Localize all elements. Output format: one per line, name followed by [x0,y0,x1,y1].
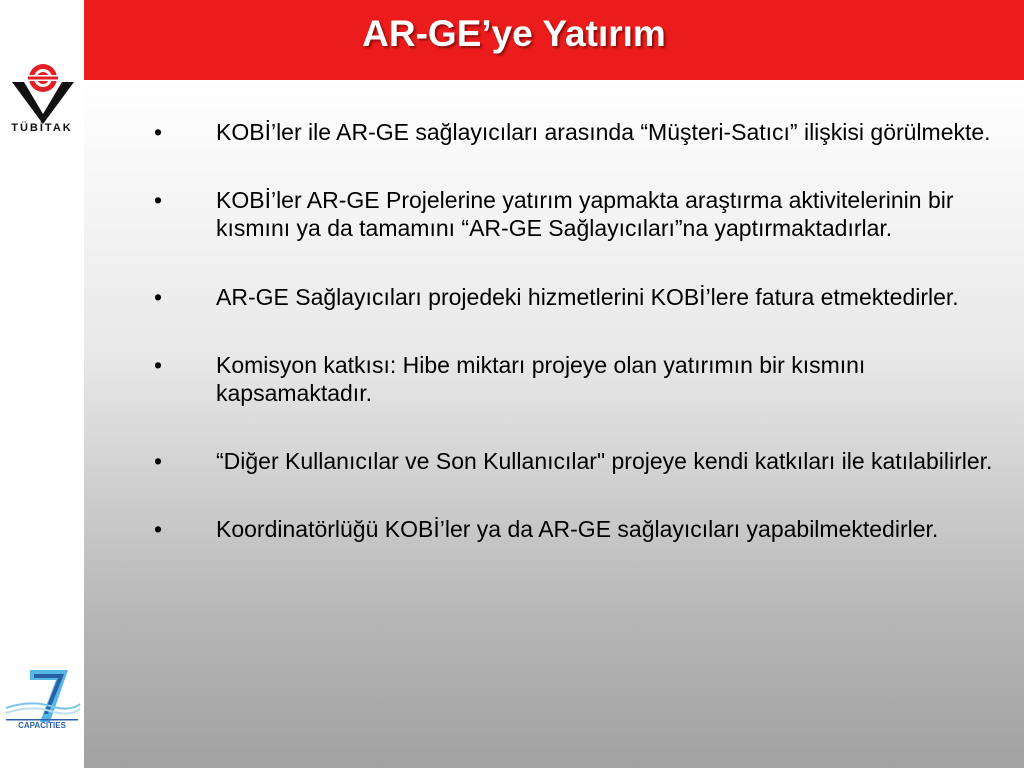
bullet-item [84,351,1004,407]
bullet-list [84,118,1004,583]
bullet-text: “Diğer Kullanıcılar ve Son Kullanıcılar" projeye kendi katkıları ile katılabilirler. [216,448,993,474]
bullet-item [84,515,1004,543]
slide-title: AR-GE’ye Yatırım [362,13,666,54]
fp7-logo-text: CAPACITIES [18,721,66,730]
bullet-text: KOBİ’ler ile AR-GE sağlayıcıları arasında “Müşteri-Satıcı” ilişkisi görülmekte. [216,119,991,145]
bullet-text: Komisyon katkısı: Hibe miktarı projeye olan yatırımın bir kısmını kapsamaktadır. [216,352,866,406]
bullet-icon: • [154,284,163,310]
bullet-icon: • [154,448,163,474]
bullet-text: Koordinatörlüğü KOBİ’ler ya da AR-GE sağlayıcıları yapabilmektedirler. [216,516,939,542]
bullet-item [84,118,1004,146]
tubitak-logo-text: TÜBİTAK [11,122,73,134]
bullet-icon: • [154,119,163,145]
slide-body [84,80,1024,768]
bullet-text: KOBİ’ler AR-GE Projelerine yatırım yapmakta araştırma aktivitelerinin bir kısmını ya da tamamını “AR-GE Sağlayıcıları”na yaptırmaktadırlar. [216,187,954,241]
left-logo-bar [0,0,84,768]
bullet-icon: • [154,516,163,542]
bullet-text: AR-GE Sağlayıcıları projedeki hizmetlerini KOBİ’lere fatura etmektedirler. [216,284,959,310]
bullet-item [84,186,1004,242]
bullet-item [84,283,1004,311]
bullet-item [84,447,1004,475]
bullet-icon: • [154,187,163,213]
bullet-icon: • [154,352,163,378]
tubitak-logo-icon [8,62,78,152]
title-bar [84,0,1024,80]
